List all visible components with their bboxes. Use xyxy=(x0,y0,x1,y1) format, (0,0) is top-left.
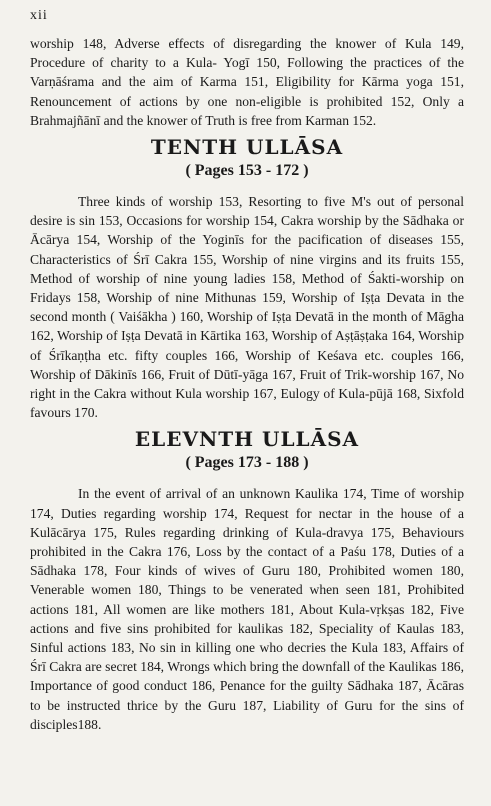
tenth-ullasa-title: TENTH ULLĀSA xyxy=(150,135,344,160)
intro-paragraph: worship 148, Adverse effects of disregarding the knower of Kula 149, Procedure of charity to a Kula- Yogī 150, Following the practices of the Varṇāśrama and the aim of Karma 151, Eligibility for Kārma yoga 151, Renouncement of actions by one non-eligible is prohibited 152, Only a Brahmajñānī and the knower of Truth is free from Karman 152. xyxy=(30,36,464,128)
eleventh-ullasa-title: ELEVNTH ULLĀSA xyxy=(134,427,360,452)
contents-text xyxy=(30,34,464,734)
tenth-ullasa-body: Three kinds of worship 153, Resorting to five M's out of personal desire is sin 153, Occasions for worship 154, Cakra worship by the Sādhaka or Ācārya 154, Worship of the Yoginīs for the pacification of diseases 155, Characteristics of Śrī Cakra 155, Worship of nine virgins and its fruits 155, Method of worship of nine young ladies 158, Method of Śakti-worship on Fridays 158, Worship of nine Mithunas 159, Worship of Iṣṭa Devata in the second month ( Vaiśākha ) 160, Worship of Iṣṭa Devatā in the month of Māgha 162, Worship of Iṣṭa Devatā in Kārtika 163, Worship of Aṣṭāṣṭaka 164, Worship of Śrīkaṇṭha etc. fifty couples 166, Worship of Keśava etc. couples 166, Worship of Dākinīs 166, Fruit of Dūtī-yāga 167, Fruit of Trik-worship 167, No right in the Cakra without Kula worship 167, Eulogy of Kula-pūjā 168, Sixfold favours 170. xyxy=(30,194,464,421)
tenth-ullasa-pages: ( Pages 153 - 172 ) xyxy=(185,162,309,180)
eleventh-ullasa-body: In the event of arrival of an unknown Kaulika 174, Time of worship 174, Duties regarding worship 174, Request for nectar in the house of a Kulācārya 175, Rules regarding drinking of Kula-dravya 175, Behaviours prohibited in the Cakra 176, Loss by the contact of a Paśu 178, Duties of a Sādhaka 178, Four kinds of wives of Guru 180, Prohibited women 180, Venerable women 180, Things to be venerated when seen 181, Prohibited actions 181, All women are like mothers 181, About Kula-vṛkṣas 182, Five actions and five sins prohibited for kaulikas 182, Speciality of Kaulas 183, Sinful actions 183, No sin in killing one who decries the Kula 183, Affairs of Śrī Cakra are secret 184, Wrongs which bring the downfall of the Kaulikas 186, Importance of good conduct 186, Penance for the guilty Sādhaka 187, Ācāras to be instructed thrice by the Guru 187, Liability of Guru for the sins of disciples188. xyxy=(30,486,464,732)
eleventh-ullasa-pages: ( Pages 173 - 188 ) xyxy=(185,454,309,472)
page-number: xii xyxy=(30,8,48,23)
